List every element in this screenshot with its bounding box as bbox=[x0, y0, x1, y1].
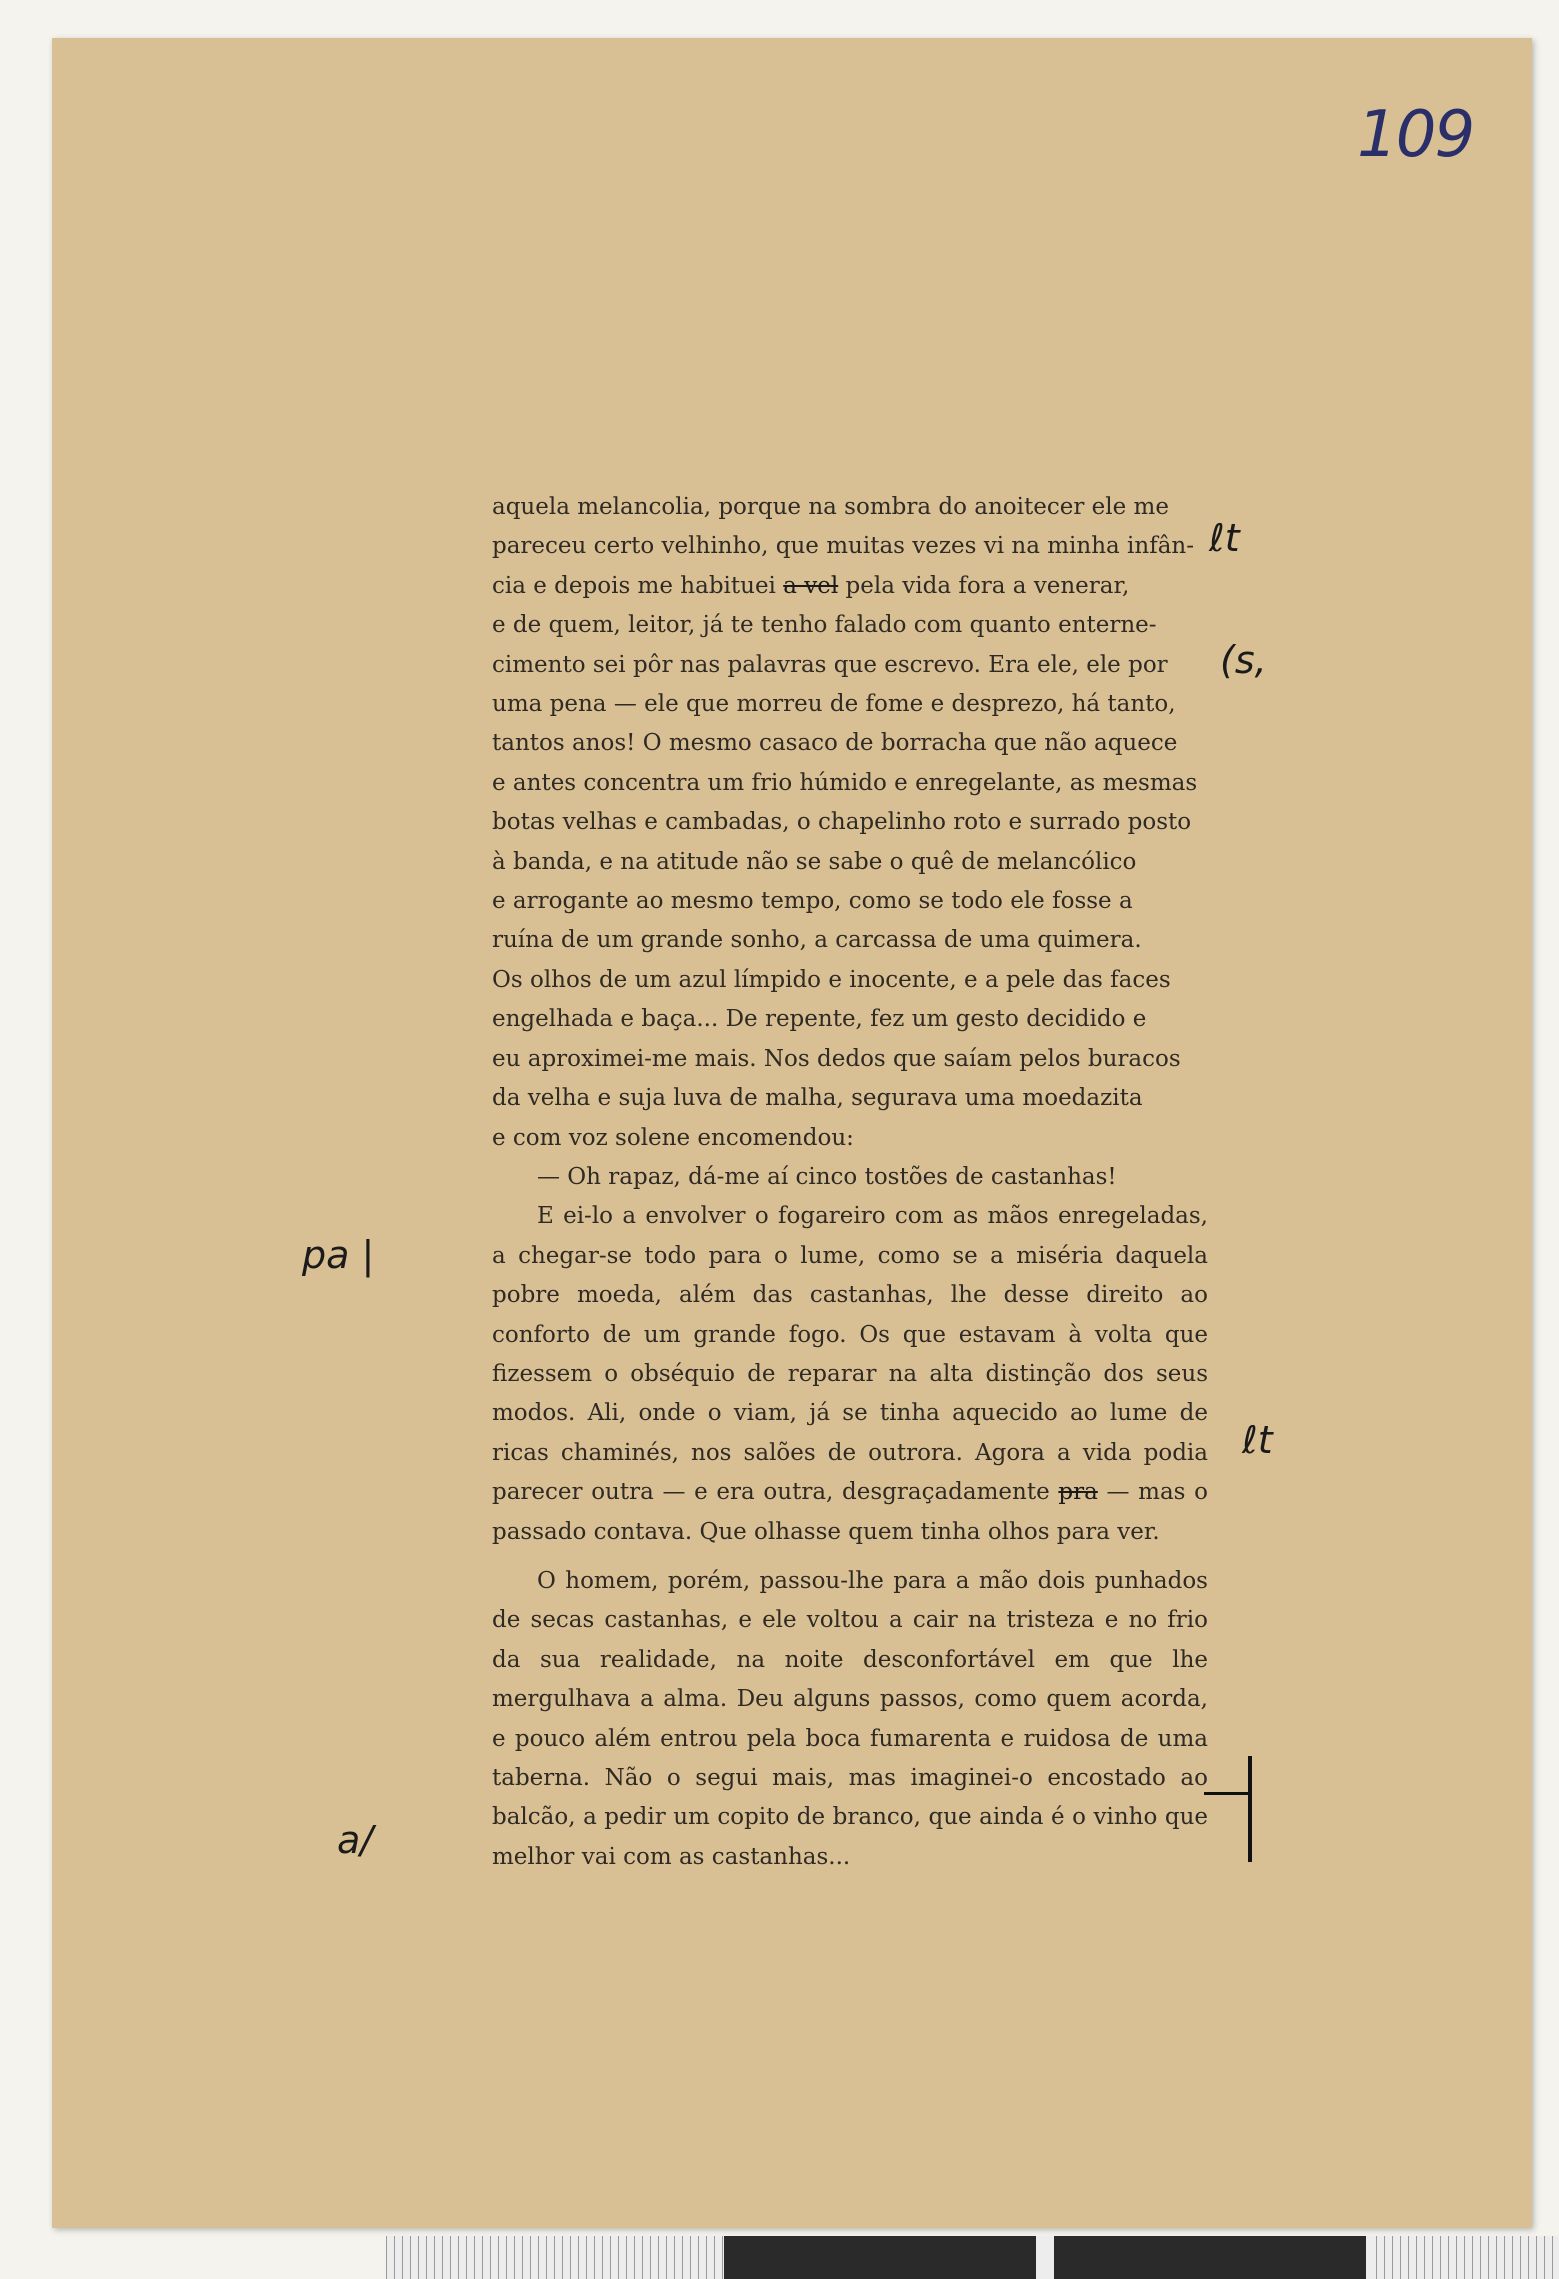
ruler-ticks bbox=[386, 2236, 726, 2279]
text-body bbox=[492, 488, 1208, 1877]
margin-note-right-1: ℓt bbox=[1209, 516, 1240, 560]
document-page bbox=[52, 38, 1532, 2228]
margin-note-left-2: a/ bbox=[337, 1818, 374, 1862]
proof-mark-bar bbox=[1248, 1756, 1252, 1862]
paragraph-2: — Oh rapaz, dá-me aí cinco tostões de castanhas! bbox=[537, 1163, 1117, 1190]
struck-word: pra bbox=[1058, 1479, 1098, 1506]
margin-note-right-3: ℓt bbox=[1242, 1418, 1273, 1462]
paragraph-1: aquela melancolia, porque na sombra do anoitecer ele me pareceu certo velhinho, que muitas vezes vi na minha infân- cia e depois me habituei a vel pela vida fora a venerar, e de quem, leitor, já te tenho falado com quanto enterne- cimento sei pôr nas palavras que escrevo. Era ele, ele por uma pena — ele que morreu de fome e desprezo, há tanto, tantos anos! O mesmo casaco de borracha que não aquece e antes concentra um frio húmido e enregelante, as mesmas botas velhas e cambadas, o chapelinho roto e surrado posto à banda, e na atitude não se sabe o quê de melancólico e arrogante ao mesmo tempo, como se todo ele fosse a ruína de um grande sonho, a carcassa de uma quimera. Os olhos de um azul límpido e inocente, e a pele das faces engelhada e baça... De repente, fez um gesto decidido e eu aproximei-me mais. Nos dedos que saíam pelos buracos da velha e suja luva de malha, segurava uma moedazita e com voz solene encomendou: bbox=[492, 494, 1198, 1151]
color-block bbox=[724, 2236, 1036, 2279]
proof-mark-tick bbox=[1204, 1792, 1252, 1795]
ruler-ticks bbox=[1376, 2236, 1559, 2279]
margin-note-right-2: (s, bbox=[1220, 638, 1267, 682]
struck-word: a vel bbox=[783, 572, 839, 599]
paragraph-3: E ei-lo a envolver o fogareiro com as mãos enregeladas, a chegar-se todo para o lume, como se a miséria daquela pobre moeda, além das castanhas, lhe desse direito ao conforto de um grande fogo. Os que estavam à volta que fizessem o obséquio de reparar na alta distinção dos seus modos. Ali, onde o viam, já se tinha aquecido ao lume de ricas chaminés, nos salões de outrora. Agora a vida podia parecer outra — e era outra, desgraçadamente pra — mas o passado contava. Que olhasse quem tinha olhos para ver. bbox=[492, 1203, 1208, 1545]
page-number: 109 bbox=[1357, 98, 1474, 172]
scale-ruler bbox=[386, 2236, 1559, 2279]
margin-note-left-1: pa | bbox=[302, 1233, 375, 1277]
paragraph-4: O homem, porém, passou-lhe para a mão dois punhados de secas castanhas, e ele voltou a cair na tristeza e no frio da sua realidade, na noite desconfortável em que lhe mergulhava a alma. Deu alguns passos, como quem acorda, e pouco além entrou pela boca fumarenta e ruidosa de uma taberna. Não o segui mais, mas imaginei-o encostado ao balcão, a pedir um copito de branco, que ainda é o vinho que melhor vai com as castanhas... bbox=[492, 1567, 1208, 1870]
color-block bbox=[1054, 2236, 1366, 2279]
